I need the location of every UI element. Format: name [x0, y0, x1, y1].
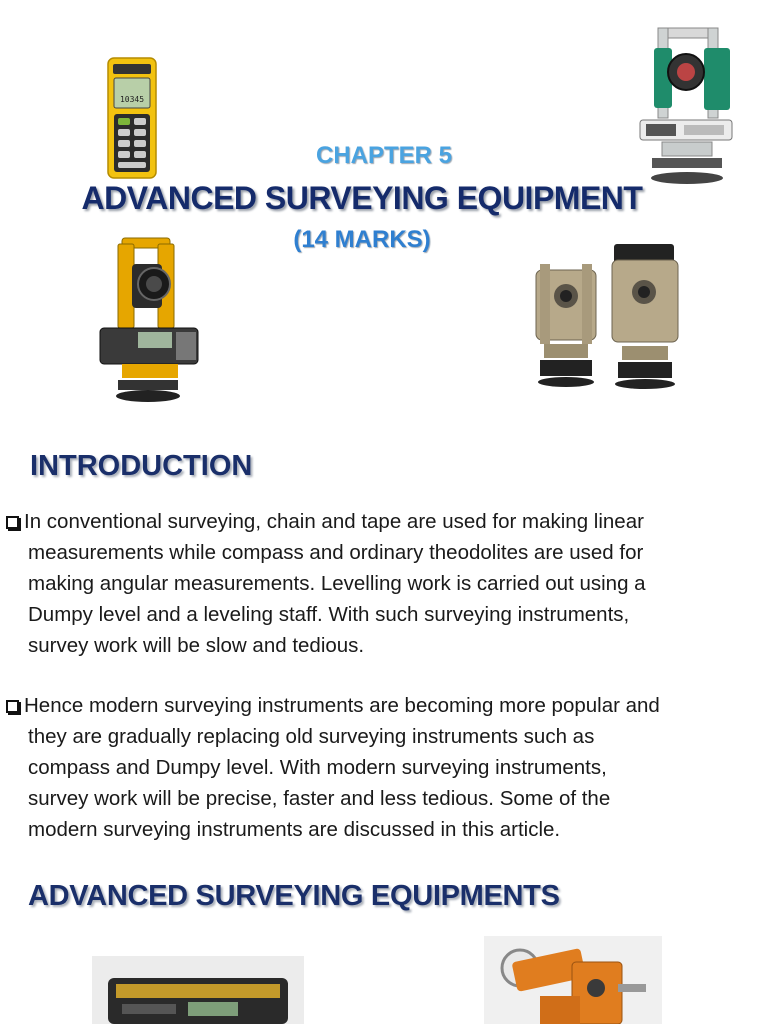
paragraph-line: measurements while compass and ordinary theodolites are used for [28, 541, 644, 564]
introduction-heading: INTRODUCTION [30, 450, 253, 482]
bullet-box-icon [6, 516, 19, 529]
paragraph-line: In conventional surveying, chain and tape are used for making linear [24, 510, 644, 533]
total-station-icon [92, 234, 204, 404]
chapter-label: CHAPTER 5 [315, 142, 453, 169]
equipment-heading: ADVANCED SURVEYING EQUIPMENTS [28, 880, 560, 912]
paragraph-line: survey work will be precise, faster and less tedious. Some of the [28, 787, 611, 810]
bullet-box-icon [6, 700, 19, 713]
theodolite-icon [526, 240, 688, 390]
paragraph-line: Hence modern surveying instruments are becoming more popular and [24, 694, 660, 717]
marks-label: (14 MARKS) [293, 226, 431, 253]
survey-device-icon [92, 956, 304, 1024]
distance-readout: 10345 [119, 95, 145, 104]
paragraph-line: making angular measurements. Levelling work is carried out using a [28, 572, 646, 595]
paragraph-line: they are gradually replacing old surveying instruments such as [28, 725, 595, 748]
page-title: ADVANCED SURVEYING EQUIPMENT [81, 180, 643, 216]
paragraph-line: modern surveying instruments are discussed in this article. [28, 818, 561, 841]
paragraph-line: Dumpy level and a leveling staff. With such surveying instruments, [28, 603, 630, 626]
paragraph-line: compass and Dumpy level. With modern surveying instruments, [28, 756, 607, 779]
paragraph-line: survey work will be slow and tedious. [28, 634, 365, 657]
intro-paragraph-1 [6, 506, 766, 661]
survey-instrument-icon [484, 936, 662, 1024]
intro-paragraph-2 [6, 690, 766, 845]
